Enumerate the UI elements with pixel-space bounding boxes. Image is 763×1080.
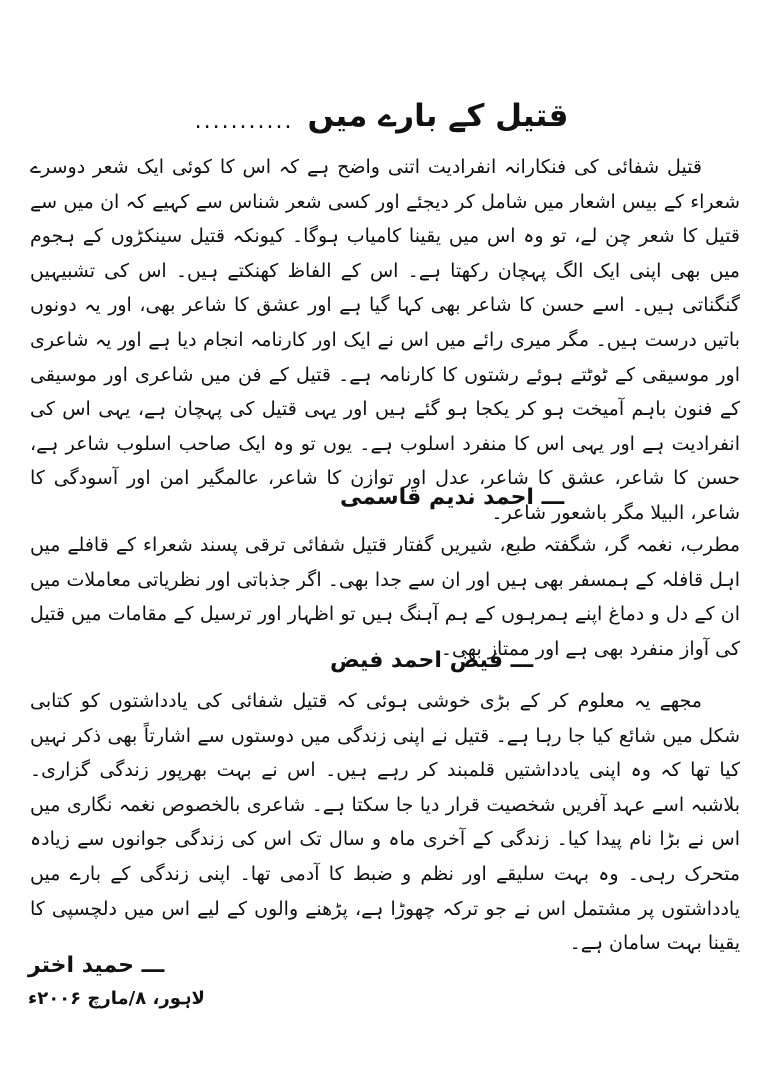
signature-hameed: ـــ حمید اختر [28,953,165,978]
signature-date: لاہور، ۸/مارچ ۲۰۰۶ء [28,988,205,1009]
paragraph-faiz-text: مطرب، نغمہ گر، شگفتہ طبع، شیریں گفتار قتیل شفائی ترقی پسند شعراء کے قافلے میں اہل قافلہ کے ہمسفر بھی ہیں اور ان سے جدا بھی۔ اگر جذباتی اور نظریاتی معاملات میں ان کے دل و دماغ اپنے ہمرہوں کے ہم آہنگ ہیں تو اظہار اور ترسیل کے مقامات میں قتیل کی آواز منفرد بھی ہے اور ممتاز بھی۔ [30,534,740,660]
paragraph-qasmi-text: قتیل شفائی کی فنکارانہ انفرادیت اتنی واضح ہے کہ اس کا کوئی ایک شعر دوسرے شعراء کے بیس اشعار میں شامل کر دیجئے اور کسی شعر شناس سے کہیے کہ ان میں سے قتیل کا شعر چن لے، تو وہ اس میں یقینا کامیاب ہوگا۔ کیونکہ قتیل سینکڑوں کے ہجوم میں بھی اپنی ایک الگ پہچان رکھتا ہے۔ اس کے الفاظ کھنکتے ہیں۔ اس کی تشبیہیں گنگناتی ہیں۔ اسے حسن کا شاعر بھی کہا گیا ہے اور عشق کا شاعر بھی، اور یہ دونوں باتیں درست ہیں۔ مگر میری رائے میں اس نے ایک اور کارنامہ انجام دیا ہے اور یہ شاعری اور موسیقی کے ٹوٹتے ہوئے رشتوں کا کارنامہ ہے۔ قتیل کے فن میں شاعری اور موسیقی کے فنون باہم آمیخت ہو کر یکجا ہو گئے ہیں اور یہی قتیل کی پہچان ہے، یہی اس کی انفرادیت ہے اور یہی اس کا منفرد اسلوب ہے۔ یوں تو وہ ایک صاحب اسلوب شاعر ہے، حسن کا شاعر، عشق کا شاعر، عدل اور توازن کا شاعر، عالمگیر امن اور آسودگی کا شاعر، البیلا مگر باشعور شاعر۔ [30,156,740,524]
signature-faiz: ـــ فیض احمد فیض [330,648,534,673]
title-dots: ........... [194,108,294,134]
paragraph-hameed-text: مجھے یہ معلوم کر کے بڑی خوشی ہوئی کہ قتیل شفائی کی یادداشتوں کو کتابی شکل میں شائع کیا جا رہا ہے۔ قتیل نے اپنی زندگی میں دوستوں سے اشارتاً بھی ذکر نہیں کیا تھا کہ وہ اپنی یادداشتیں قلمبند کر رہے ہیں۔ اس نے بہت بھرپور زندگی گزاری۔ بلاشبہ اسے عہد آفریں شخصیت قرار دیا جا سکتا ہے۔ شاعری بالخصوص نغمہ نگاری میں اس نے بڑا نام پیدا کیا۔ زندگی کے آخری ماہ و سال تک اس کی زندگی جوانوں سے زیادہ متحرک رہی۔ وہ بہت سلیقے اور نظم و ضبط کا آدمی تھا۔ اپنی زندگی کے بارے میں یادداشتوں پر مشتمل اس نے جو ترکہ چھوڑا ہے، پڑھنے والوں کے لیے اس میں دلچسپی کا یقینا بہت سامان ہے۔ [30,690,740,955]
paragraph-hameed [30,684,740,955]
page-title: قتیل کے بارے میں [307,98,569,134]
paragraph-faiz [30,528,740,660]
signature-qasmi: ـــ احمد ندیم قاسمی [340,485,565,510]
paragraph-qasmi [30,150,740,524]
title-row [0,98,763,134]
